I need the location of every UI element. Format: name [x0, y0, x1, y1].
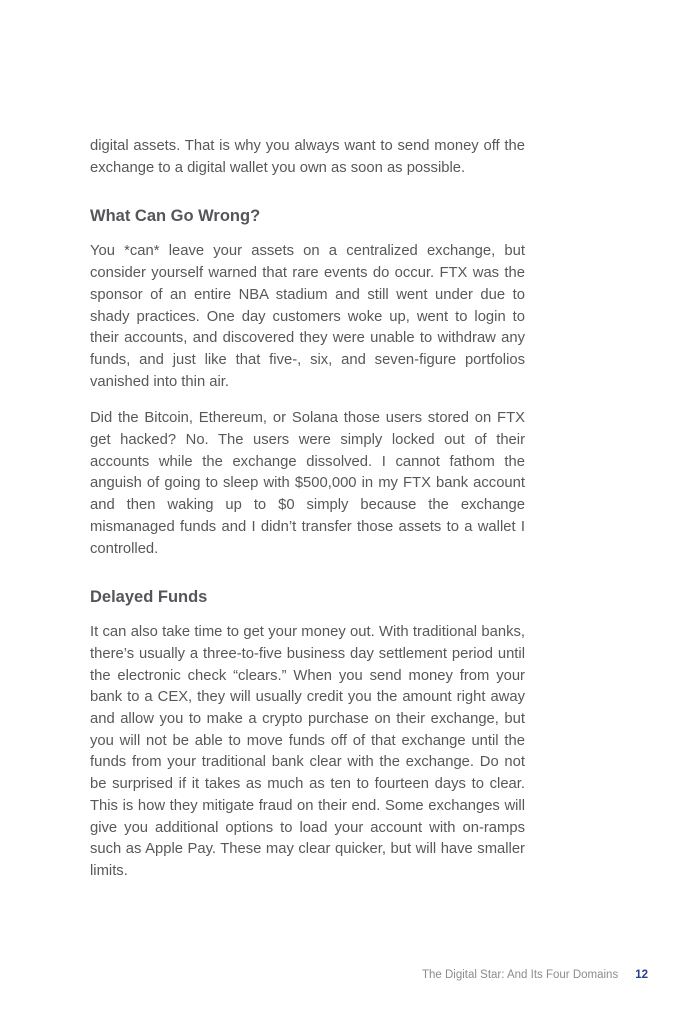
section-heading-what-can-go-wrong: What Can Go Wrong? — [90, 207, 261, 226]
running-footer-book-title: The Digital Star: And Its Four Domains — [421, 969, 619, 981]
intro-paragraph: digital assets. That is why you always want to send money off the exchange to a digital wallet you own as soon as possible. — [90, 138, 525, 176]
paragraph: It can also take time to get your money out. With traditional banks, there’s usually a three-to-five business day settlement period until the electronic check “clears.” When you send money from your bank to a CEX, they will usually credit you the amount right away and allow you to make a crypto purchase on their exchange, but you will not be able to move funds off of that exchange until the funds from your traditional bank clear with the exchange. Do not be surprised if it takes as much as ten to fourteen days to clear. This is how they mitigate fraud on their end. Some exchanges will give you additional options to load your account with on-ramps such as Apple Pay. These may clear quicker, but will have smaller limits. — [90, 624, 525, 879]
page-content — [90, 136, 525, 898]
paragraph: You *can* leave your assets on a centralized exchange, but consider yourself warned that rare events do occur. FTX was the sponsor of an entire NBA stadium and still went under due to shady practices. One day customers woke up, went to login to their accounts, and discovered they were unable to withdraw any funds, and just like that five-, six, and seven-figure portfolios vanished into thin air. — [90, 243, 525, 390]
section-heading-delayed-funds: Delayed Funds — [90, 588, 208, 607]
page-footer — [422, 968, 648, 982]
page-number: 12 — [635, 969, 648, 981]
paragraph: Did the Bitcoin, Ethereum, or Solana those users stored on FTX get hacked? No. The users were simply locked out of their accounts while the exchange dissolved. I cannot fathom the anguish of going to sleep with $500,000 in my FTX bank account and then waking up to $0 simply because the exchange mismanaged funds and I didn’t transfer those assets to a wallet I controlled. — [90, 410, 525, 557]
